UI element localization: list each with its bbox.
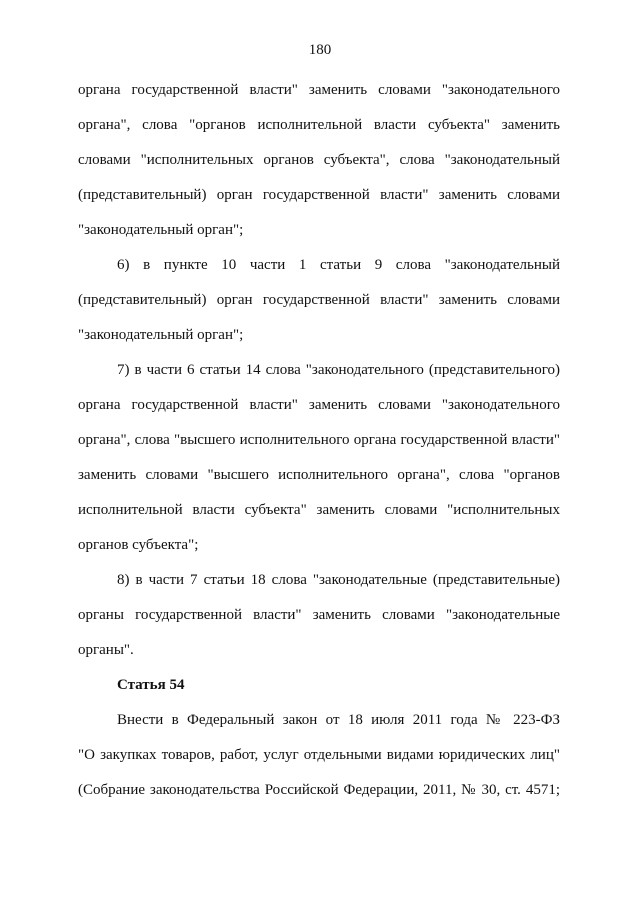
text-line: "законодательный орган"; bbox=[78, 327, 244, 343]
text-line: исполнительной власти субъекта" заменить словами "исполнительных bbox=[78, 502, 560, 518]
text-line: (представительный) орган государственной власти" заменить словами bbox=[78, 187, 560, 203]
text-line: органы государственной власти" заменить словами "законодательные bbox=[78, 607, 560, 623]
article-heading: Статья 54 bbox=[117, 677, 185, 693]
paragraph-start: Внести в Федеральный закон от 18 июля 2011 года № 223-ФЗ bbox=[117, 712, 560, 728]
page-number: 180 bbox=[308, 42, 332, 58]
text-line: органы". bbox=[78, 642, 134, 658]
text-line: словами "исполнительных органов субъекта", слова "законодательный bbox=[78, 152, 560, 168]
list-item-6-start: 6) в пункте 10 части 1 статьи 9 слова "законодательный bbox=[117, 257, 560, 273]
document-body bbox=[78, 78, 560, 813]
text-line: органа государственной власти" заменить словами "законодательного bbox=[78, 82, 560, 98]
text-line: (представительный) орган государственной власти" заменить словами bbox=[78, 292, 560, 308]
text-line: заменить словами "высшего исполнительного органа", слова "органов bbox=[78, 467, 560, 483]
text-line: "законодательный орган"; bbox=[78, 222, 244, 238]
text-line: (Собрание законодательства Российской Федерации, 2011, № 30, ст. 4571; bbox=[78, 782, 560, 798]
text-line: "О закупках товаров, работ, услуг отдельными видами юридических лиц" bbox=[78, 747, 560, 763]
text-line: органа", слова "высшего исполнительного органа государственной власти" bbox=[78, 432, 560, 448]
list-item-7-start: 7) в части 6 статьи 14 слова "законодательного (представительного) bbox=[117, 362, 560, 378]
text-line: органа государственной власти" заменить словами "законодательного bbox=[78, 397, 560, 413]
list-item-8-start: 8) в части 7 статьи 18 слова "законодательные (представительные) bbox=[117, 572, 560, 588]
text-line: органа", слова "органов исполнительной власти субъекта" заменить bbox=[78, 117, 560, 133]
text-line: органов субъекта"; bbox=[78, 537, 199, 553]
